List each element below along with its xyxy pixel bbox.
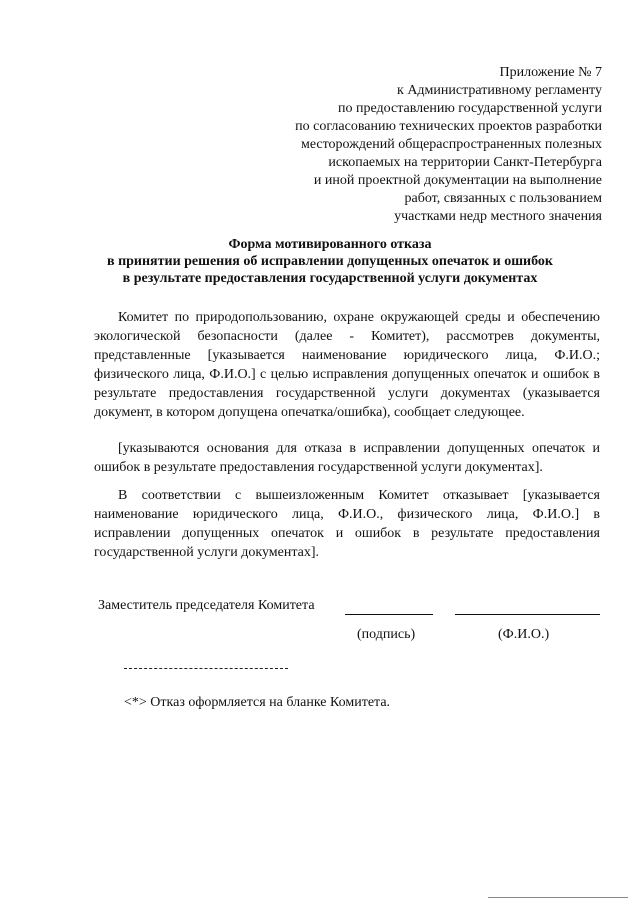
appendix-line: по предоставлению государственной услуги	[338, 101, 602, 116]
footnote: <*> Отказ оформляется на бланке Комитета.	[124, 695, 391, 710]
body-paragraph-1: Комитет по природопользованию, охране окружающей среды и обеспечению экологической безопасности (далее - Комитет), рассмотрев документы, представленные [указывается наименование юридического лица, Ф.И.О.; физического лица, Ф.И.О.] с целью исправления допущенных опечаток и ошибок в результате предоставления государственной услуги документах (указывается документ, в котором допущена опечатка/ошибка), сообщает следующее.	[94, 310, 600, 420]
appendix-line: месторождений общераспространенных полезных	[300, 137, 602, 152]
body-paragraph-3: В соответствии с вышеизложенным Комитет отказывает [указывается наименование юридического лица, Ф.И.О., физического лица, Ф.И.О.] в исправлении допущенных опечаток и ошибок в результате предоставления государственной услуги документах].	[94, 488, 600, 560]
scan-edge-mark	[488, 897, 628, 898]
footnote-divider	[124, 668, 288, 669]
appendix-line: и иной проектной документации на выполнение	[313, 173, 602, 188]
appendix-line: по согласованию технических проектов разработки	[295, 119, 602, 134]
appendix-line: работ, связанных с пользованием	[404, 191, 602, 206]
title-line: в принятии решения об исправлении допущенных опечаток и ошибок	[107, 254, 553, 269]
name-line	[455, 614, 600, 615]
name-caption: (Ф.И.О.)	[498, 627, 550, 642]
signature-line	[345, 614, 433, 615]
document-title	[80, 236, 580, 287]
title-line: Форма мотивированного отказа	[228, 237, 432, 252]
appendix-header	[295, 64, 602, 226]
body-paragraph-2: [указываются основания для отказа в исправлении допущенных опечаток и ошибок в результате предоставления государственной услуги документах].	[94, 441, 600, 475]
appendix-line: Приложение № 7	[499, 65, 602, 80]
appendix-line: ископаемых на территории Санкт-Петербурга	[328, 155, 602, 170]
signer-title: Заместитель председателя Комитета	[98, 598, 315, 613]
appendix-line: к Административному регламенту	[397, 83, 602, 98]
appendix-line: участками недр местного значения	[394, 209, 602, 224]
signature-caption: (подпись)	[357, 627, 416, 642]
title-line: в результате предоставления государственной услуги документах	[122, 271, 538, 286]
